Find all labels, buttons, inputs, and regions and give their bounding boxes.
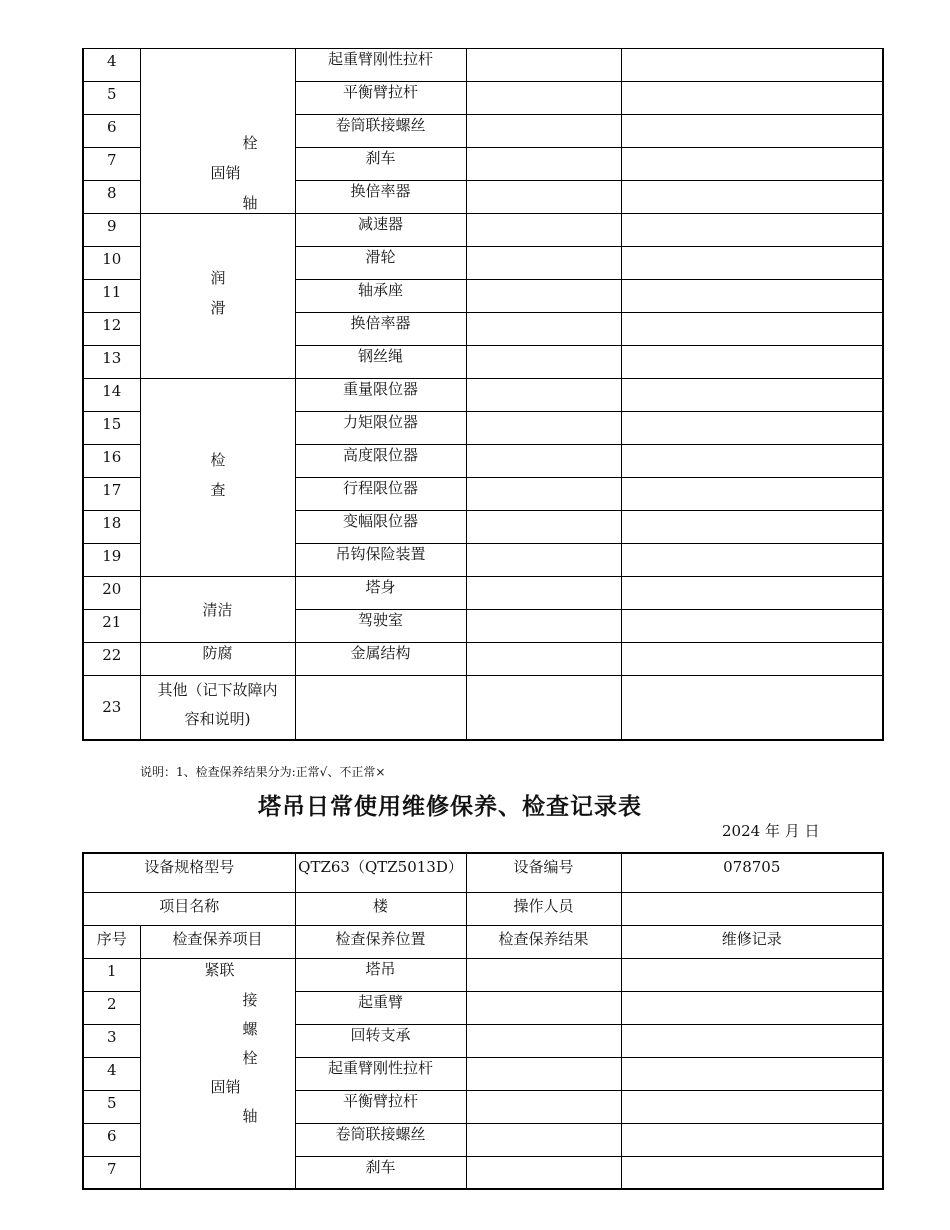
row-number: 20 [83, 577, 140, 610]
record-cell[interactable] [621, 1024, 883, 1057]
record-cell[interactable] [621, 478, 883, 511]
row-number: 19 [83, 544, 140, 577]
row-number: 4 [83, 1057, 140, 1090]
row-number: 5 [83, 1090, 140, 1123]
record-cell[interactable] [621, 280, 883, 313]
top-inspection-table [82, 48, 884, 741]
item-line: 固销 [210, 164, 241, 182]
result-cell[interactable] [466, 379, 621, 412]
record-cell[interactable] [621, 676, 883, 740]
result-cell[interactable] [466, 1123, 621, 1156]
check-position: 起重臂 [295, 991, 466, 1024]
row-number: 12 [83, 313, 140, 346]
row-number: 3 [83, 1024, 140, 1057]
item-fastening [140, 958, 295, 1189]
item-line: 容和说明) [184, 710, 251, 728]
result-cell[interactable] [466, 511, 621, 544]
check-position: 刹车 [295, 1156, 466, 1189]
result-cell[interactable] [466, 991, 621, 1024]
header-no: 序号 [83, 925, 140, 958]
table-row [83, 676, 883, 740]
row-number: 6 [83, 115, 140, 148]
check-position: 轴承座 [295, 280, 466, 313]
equip-no-value[interactable]: 078705 [621, 853, 883, 892]
check-position: 卷筒联接螺丝 [295, 1123, 466, 1156]
result-cell[interactable] [466, 1090, 621, 1123]
check-position: 减速器 [295, 214, 466, 247]
result-cell[interactable] [466, 577, 621, 610]
row-number: 10 [83, 247, 140, 280]
record-cell[interactable] [621, 577, 883, 610]
date-line: 2024 年 月 日 [722, 822, 820, 840]
record-cell[interactable] [621, 412, 883, 445]
result-cell[interactable] [466, 346, 621, 379]
check-position: 卷筒联接螺丝 [295, 115, 466, 148]
record-cell[interactable] [621, 346, 883, 379]
table-row [83, 577, 883, 610]
check-position: 起重臂刚性拉杆 [295, 49, 466, 82]
record-cell[interactable] [621, 313, 883, 346]
result-cell[interactable] [466, 82, 621, 115]
check-position: 驾驶室 [295, 610, 466, 643]
column-header-row [83, 925, 883, 958]
result-cell[interactable] [466, 610, 621, 643]
header-record: 维修记录 [621, 925, 883, 958]
header-result: 检查保养结果 [466, 925, 621, 958]
result-cell[interactable] [466, 181, 621, 214]
result-cell[interactable] [466, 214, 621, 247]
check-position: 平衡臂拉杆 [295, 82, 466, 115]
project-label: 项目名称 [83, 892, 295, 925]
check-position: 换倍率器 [295, 181, 466, 214]
spec-value[interactable]: QTZ63（QTZ5013D） [295, 853, 466, 892]
result-cell[interactable] [466, 445, 621, 478]
result-cell[interactable] [466, 1024, 621, 1057]
record-cell[interactable] [621, 511, 883, 544]
item-line: 螺 [242, 1019, 258, 1038]
result-cell[interactable] [466, 49, 621, 82]
table-row [83, 379, 883, 412]
check-position: 行程限位器 [295, 478, 466, 511]
row-number: 14 [83, 379, 140, 412]
check-position: 钢丝绳 [295, 346, 466, 379]
row-number: 2 [83, 991, 140, 1024]
check-position: 起重臂刚性拉杆 [295, 1057, 466, 1090]
item-line: 轴 [242, 1106, 258, 1125]
project-row [83, 892, 883, 925]
result-cell[interactable] [466, 1057, 621, 1090]
item-line: 紧联 [204, 960, 235, 979]
item-inspection [140, 379, 295, 577]
check-position: 回转支承 [295, 1024, 466, 1057]
row-number: 1 [83, 958, 140, 991]
spec-label: 设备规格型号 [83, 853, 295, 892]
record-cell[interactable] [621, 991, 883, 1024]
item-line: 其他（记下故障内 [157, 681, 278, 699]
row-number: 8 [83, 181, 140, 214]
record-cell[interactable] [621, 1090, 883, 1123]
check-position: 高度限位器 [295, 445, 466, 478]
item-line: 检 [210, 451, 226, 469]
result-cell[interactable] [466, 247, 621, 280]
row-number: 15 [83, 412, 140, 445]
check-position: 变幅限位器 [295, 511, 466, 544]
result-cell[interactable] [466, 478, 621, 511]
row-number: 9 [83, 214, 140, 247]
record-cell[interactable] [621, 958, 883, 991]
record-cell[interactable] [621, 148, 883, 181]
row-number: 17 [83, 478, 140, 511]
row-number: 6 [83, 1123, 140, 1156]
table-row [83, 49, 883, 82]
operator-value[interactable] [621, 892, 883, 925]
spec-row [83, 853, 883, 892]
item-line: 润 [210, 269, 226, 287]
table-row [83, 214, 883, 247]
check-position: 吊钩保险装置 [295, 544, 466, 577]
record-cell[interactable] [621, 610, 883, 643]
project-value[interactable]: 楼 [295, 892, 466, 925]
record-cell[interactable] [621, 544, 883, 577]
check-position: 金属结构 [295, 643, 466, 676]
row-number: 16 [83, 445, 140, 478]
result-cell[interactable] [466, 643, 621, 676]
item-line: 接 [242, 990, 258, 1009]
row-number: 11 [83, 280, 140, 313]
row-number: 18 [83, 511, 140, 544]
equip-no-label: 设备编号 [466, 853, 621, 892]
record-cell[interactable] [621, 1123, 883, 1156]
bottom-inspection-table [82, 852, 884, 1190]
row-number: 4 [83, 49, 140, 82]
item-lubrication [140, 214, 295, 379]
row-number: 22 [83, 643, 140, 676]
row-number: 21 [83, 610, 140, 643]
header-item: 检查保养项目 [140, 925, 295, 958]
result-cell[interactable] [466, 313, 621, 346]
record-cell[interactable] [621, 214, 883, 247]
check-position: 重量限位器 [295, 379, 466, 412]
row-number: 7 [83, 148, 140, 181]
record-cell[interactable] [621, 49, 883, 82]
check-position: 平衡臂拉杆 [295, 1090, 466, 1123]
record-cell[interactable] [621, 643, 883, 676]
result-cell[interactable] [466, 148, 621, 181]
item-line: 栓 [242, 134, 258, 152]
record-cell[interactable] [621, 181, 883, 214]
record-cell[interactable] [621, 82, 883, 115]
check-position: 塔吊 [295, 958, 466, 991]
result-cell[interactable] [466, 1156, 621, 1189]
result-cell[interactable] [466, 676, 621, 740]
operator-label: 操作人员 [466, 892, 621, 925]
item-line: 栓 [242, 1048, 258, 1067]
record-cell[interactable] [621, 379, 883, 412]
record-cell[interactable] [621, 1057, 883, 1090]
record-cell[interactable] [621, 247, 883, 280]
form-title: 塔吊日常使用维修保养、检查记录表 [258, 793, 642, 820]
record-cell[interactable] [621, 445, 883, 478]
item-other [140, 676, 295, 740]
check-position: 换倍率器 [295, 313, 466, 346]
result-cell[interactable] [466, 958, 621, 991]
row-number: 23 [83, 676, 140, 740]
note-text: 说明：1、检查保养结果分为:正常√、不正常× [140, 765, 386, 779]
table-row [83, 958, 883, 991]
item-line: 滑 [210, 299, 226, 317]
item-anticorrosion: 防腐 [140, 643, 295, 676]
row-number: 5 [83, 82, 140, 115]
record-cell[interactable] [621, 1156, 883, 1189]
check-position: 滑轮 [295, 247, 466, 280]
item-fastening [140, 49, 295, 214]
check-position[interactable] [295, 676, 466, 740]
check-position: 塔身 [295, 577, 466, 610]
item-line: 轴 [242, 194, 258, 212]
result-cell[interactable] [466, 544, 621, 577]
row-number: 7 [83, 1156, 140, 1189]
result-cell[interactable] [466, 115, 621, 148]
header-position: 检查保养位置 [295, 925, 466, 958]
result-cell[interactable] [466, 412, 621, 445]
table-row [83, 643, 883, 676]
item-cleaning: 清洁 [140, 577, 295, 643]
item-line: 查 [210, 481, 226, 499]
row-number: 13 [83, 346, 140, 379]
result-cell[interactable] [466, 280, 621, 313]
check-position: 刹车 [295, 148, 466, 181]
record-cell[interactable] [621, 115, 883, 148]
item-line: 固销 [210, 1077, 241, 1096]
check-position: 力矩限位器 [295, 412, 466, 445]
